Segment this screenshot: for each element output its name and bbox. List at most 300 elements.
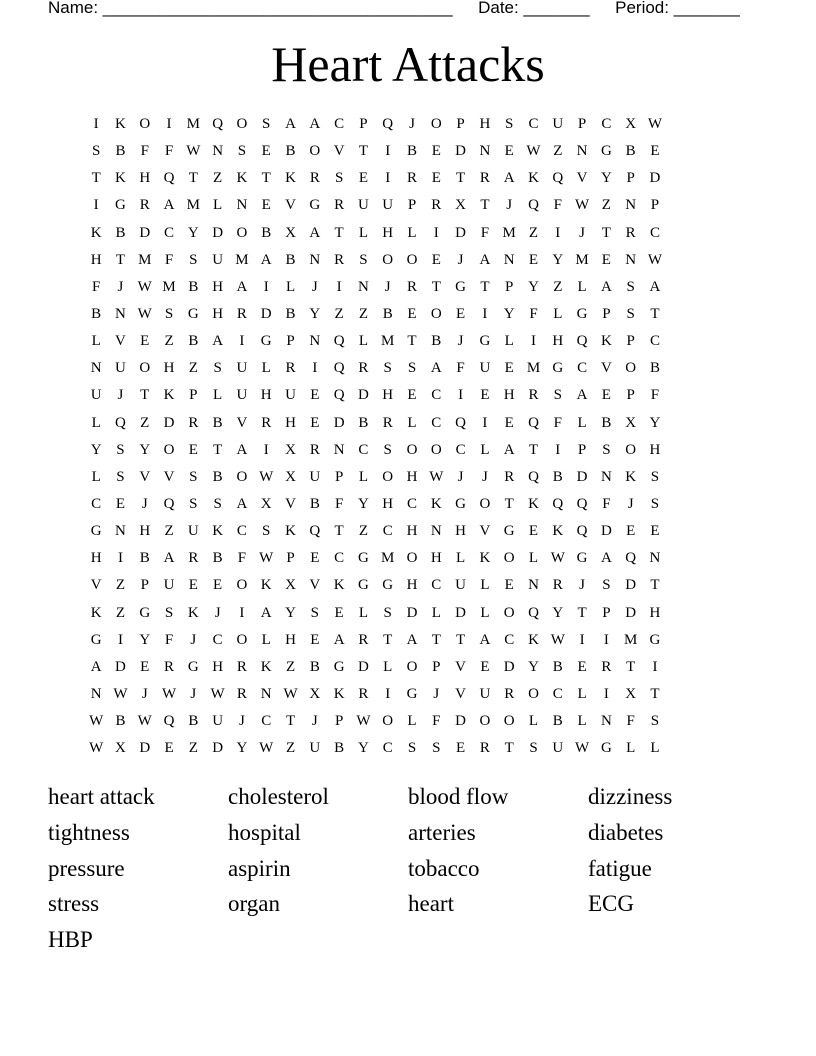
grid-letter[interactable]: Z: [140, 414, 150, 431]
grid-letter[interactable]: A: [90, 658, 102, 675]
grid-letter[interactable]: O: [236, 577, 248, 594]
grid-letter[interactable]: Y: [90, 441, 102, 458]
grid-letter[interactable]: Q: [528, 604, 539, 621]
grid-letter[interactable]: J: [311, 713, 318, 730]
grid-letter[interactable]: P: [626, 333, 635, 350]
grid-letter[interactable]: O: [406, 251, 418, 268]
grid-letter[interactable]: P: [286, 550, 295, 567]
grid-letter[interactable]: V: [479, 523, 491, 540]
grid-letter[interactable]: S: [650, 713, 660, 730]
grid-letter[interactable]: F: [456, 360, 465, 377]
grid-letter[interactable]: O: [139, 116, 151, 133]
grid-letter[interactable]: J: [190, 686, 197, 703]
grid-letter[interactable]: C: [407, 496, 418, 513]
grid-letter[interactable]: D: [625, 577, 637, 594]
grid-letter[interactable]: O: [430, 441, 442, 458]
grid-letter[interactable]: Z: [553, 143, 563, 160]
grid-letter[interactable]: F: [626, 713, 635, 730]
grid-letter[interactable]: S: [237, 143, 247, 160]
grid-letter[interactable]: W: [647, 251, 663, 268]
grid-letter[interactable]: E: [310, 631, 320, 648]
grid-letter[interactable]: O: [236, 631, 248, 648]
grid-letter[interactable]: L: [213, 197, 223, 214]
grid-letter[interactable]: D: [625, 604, 637, 621]
grid-letter[interactable]: J: [214, 604, 221, 621]
grid-letter[interactable]: T: [188, 170, 198, 187]
grid-letter[interactable]: J: [384, 278, 391, 295]
grid-letter[interactable]: T: [650, 577, 660, 594]
grid-letter[interactable]: M: [235, 251, 249, 268]
grid-letter[interactable]: D: [115, 658, 126, 675]
grid-letter[interactable]: U: [552, 740, 564, 757]
grid-letter[interactable]: S: [334, 170, 344, 187]
grid-letter[interactable]: N: [333, 441, 345, 458]
grid-letter[interactable]: W: [550, 631, 565, 648]
grid-letter[interactable]: L: [213, 387, 223, 404]
grid-letter[interactable]: R: [188, 550, 199, 567]
grid-letter[interactable]: T: [456, 631, 466, 648]
grid-letter[interactable]: D: [455, 224, 467, 241]
grid-letter[interactable]: P: [577, 116, 587, 133]
grid-letter[interactable]: E: [601, 387, 611, 404]
grid-letter[interactable]: D: [139, 224, 151, 241]
grid-letter[interactable]: E: [480, 658, 490, 675]
grid-letter[interactable]: S: [407, 740, 417, 757]
grid-letter[interactable]: F: [602, 496, 611, 513]
grid-letter[interactable]: Y: [139, 441, 151, 458]
grid-letter[interactable]: S: [213, 496, 222, 513]
grid-letter[interactable]: R: [358, 360, 369, 377]
grid-letter[interactable]: T: [358, 143, 368, 160]
grid-letter[interactable]: S: [529, 740, 538, 757]
grid-letter[interactable]: E: [528, 251, 539, 268]
grid-letter[interactable]: K: [163, 387, 175, 404]
grid-letter[interactable]: N: [260, 686, 272, 703]
grid-letter[interactable]: Y: [285, 604, 296, 621]
grid-letter[interactable]: B: [261, 224, 272, 241]
grid-letter[interactable]: M: [138, 251, 152, 268]
grid-letter[interactable]: U: [115, 360, 126, 377]
grid-letter[interactable]: E: [601, 251, 611, 268]
grid-letter[interactable]: I: [166, 116, 172, 133]
grid-letter[interactable]: K: [236, 170, 248, 187]
grid-letter[interactable]: K: [285, 523, 296, 540]
grid-letter[interactable]: G: [90, 523, 102, 540]
grid-letter[interactable]: T: [480, 278, 490, 295]
grid-letter[interactable]: L: [383, 658, 393, 675]
grid-letter[interactable]: L: [577, 278, 587, 295]
grid-letter[interactable]: B: [285, 143, 296, 160]
grid-letter[interactable]: B: [115, 713, 126, 730]
grid-letter[interactable]: N: [212, 143, 224, 160]
grid-letter[interactable]: V: [333, 143, 345, 160]
grid-letter[interactable]: Q: [382, 116, 394, 133]
grid-letter[interactable]: R: [164, 658, 175, 675]
grid-letter[interactable]: R: [358, 631, 369, 648]
grid-letter[interactable]: V: [115, 333, 126, 350]
grid-letter[interactable]: R: [334, 197, 345, 214]
grid-letter[interactable]: H: [285, 631, 296, 648]
grid-letter[interactable]: I: [482, 414, 488, 431]
date-field[interactable]: Date: _______: [478, 0, 590, 17]
grid-letter[interactable]: Q: [528, 414, 539, 431]
grid-letter[interactable]: R: [358, 686, 369, 703]
grid-letter[interactable]: R: [407, 278, 418, 295]
grid-letter[interactable]: H: [382, 387, 394, 404]
grid-letter[interactable]: V: [285, 197, 296, 214]
grid-letter[interactable]: K: [333, 577, 345, 594]
grid-letter[interactable]: L: [528, 713, 539, 730]
grid-letter[interactable]: D: [163, 414, 175, 431]
grid-letter[interactable]: D: [139, 740, 151, 757]
grid-letter[interactable]: N: [503, 251, 515, 268]
grid-letter[interactable]: R: [236, 658, 247, 675]
grid-letter[interactable]: U: [357, 197, 369, 214]
grid-letter[interactable]: C: [552, 686, 563, 703]
grid-letter[interactable]: Z: [188, 740, 198, 757]
grid-letter[interactable]: F: [480, 224, 490, 241]
grid-letter[interactable]: I: [117, 631, 123, 648]
grid-letter[interactable]: C: [431, 577, 442, 594]
grid-letter[interactable]: J: [627, 496, 634, 513]
grid-letter[interactable]: U: [163, 577, 175, 594]
grid-letter[interactable]: T: [431, 278, 441, 295]
grid-letter[interactable]: U: [552, 116, 564, 133]
grid-letter[interactable]: B: [139, 550, 150, 567]
grid-letter[interactable]: K: [260, 577, 272, 594]
grid-letter[interactable]: E: [115, 496, 126, 513]
grid-letter[interactable]: A: [649, 278, 661, 295]
grid-letter[interactable]: S: [650, 468, 660, 485]
grid-letter[interactable]: F: [334, 496, 344, 513]
grid-letter[interactable]: L: [650, 740, 660, 757]
grid-letter[interactable]: R: [236, 686, 247, 703]
grid-letter[interactable]: W: [575, 197, 590, 214]
grid-letter[interactable]: G: [309, 197, 321, 214]
grid-letter[interactable]: B: [212, 468, 223, 485]
grid-letter[interactable]: Q: [212, 116, 224, 133]
grid-letter[interactable]: S: [383, 604, 392, 621]
grid-letter[interactable]: L: [480, 604, 490, 621]
grid-letter[interactable]: B: [212, 414, 223, 431]
grid-letter[interactable]: F: [432, 713, 441, 730]
grid-letter[interactable]: N: [357, 278, 369, 295]
grid-letter[interactable]: R: [552, 577, 563, 594]
grid-letter[interactable]: Y: [357, 740, 369, 757]
grid-letter[interactable]: Z: [213, 170, 223, 187]
grid-letter[interactable]: H: [139, 170, 151, 187]
grid-letter[interactable]: Q: [552, 170, 564, 187]
grid-letter[interactable]: Y: [600, 170, 612, 187]
grid-letter[interactable]: E: [650, 143, 660, 160]
grid-letter[interactable]: S: [91, 143, 101, 160]
grid-letter[interactable]: P: [359, 116, 368, 133]
grid-letter[interactable]: E: [626, 523, 636, 540]
grid-letter[interactable]: W: [89, 713, 104, 730]
grid-letter[interactable]: I: [312, 360, 318, 377]
grid-letter[interactable]: C: [649, 224, 660, 241]
grid-letter[interactable]: L: [261, 631, 271, 648]
grid-letter[interactable]: N: [600, 468, 612, 485]
grid-letter[interactable]: G: [187, 306, 199, 323]
grid-letter[interactable]: K: [528, 170, 539, 187]
grid-letter[interactable]: P: [602, 604, 611, 621]
grid-letter[interactable]: K: [625, 468, 637, 485]
grid-letter[interactable]: J: [506, 197, 513, 214]
grid-letter[interactable]: L: [91, 468, 101, 485]
grid-letter[interactable]: C: [358, 441, 369, 458]
grid-letter[interactable]: W: [647, 116, 663, 133]
grid-letter[interactable]: Y: [309, 306, 321, 323]
grid-letter[interactable]: D: [455, 143, 467, 160]
grid-letter[interactable]: L: [358, 224, 368, 241]
grid-letter[interactable]: H: [406, 577, 418, 594]
grid-letter[interactable]: S: [602, 441, 611, 458]
grid-letter[interactable]: S: [189, 251, 198, 268]
grid-letter[interactable]: T: [383, 631, 393, 648]
grid-letter[interactable]: U: [285, 387, 296, 404]
grid-letter[interactable]: Z: [601, 197, 611, 214]
grid-letter[interactable]: S: [164, 604, 174, 621]
grid-letter[interactable]: T: [626, 658, 636, 675]
grid-letter[interactable]: K: [90, 224, 102, 241]
grid-letter[interactable]: R: [407, 170, 418, 187]
grid-letter[interactable]: P: [432, 658, 441, 675]
grid-letter[interactable]: F: [140, 143, 149, 160]
grid-letter[interactable]: B: [552, 713, 563, 730]
grid-letter[interactable]: L: [504, 333, 514, 350]
grid-letter[interactable]: I: [336, 278, 342, 295]
grid-letter[interactable]: S: [213, 360, 222, 377]
grid-letter[interactable]: D: [455, 713, 467, 730]
grid-letter[interactable]: W: [429, 468, 444, 485]
grid-letter[interactable]: O: [382, 468, 394, 485]
grid-letter[interactable]: K: [115, 116, 126, 133]
grid-letter[interactable]: G: [260, 333, 272, 350]
grid-letter[interactable]: A: [285, 116, 296, 133]
grid-letter[interactable]: D: [333, 414, 345, 431]
grid-letter[interactable]: Y: [528, 278, 539, 295]
grid-letter[interactable]: X: [309, 686, 321, 703]
grid-letter[interactable]: J: [311, 278, 318, 295]
grid-letter[interactable]: I: [117, 550, 123, 567]
grid-letter[interactable]: N: [600, 713, 612, 730]
grid-letter[interactable]: O: [309, 143, 321, 160]
grid-letter[interactable]: D: [406, 604, 418, 621]
grid-letter[interactable]: H: [212, 306, 224, 323]
grid-letter[interactable]: K: [528, 496, 539, 513]
grid-letter[interactable]: L: [626, 740, 636, 757]
grid-letter[interactable]: O: [382, 251, 394, 268]
grid-letter[interactable]: N: [576, 143, 588, 160]
grid-letter[interactable]: T: [650, 306, 660, 323]
grid-letter[interactable]: E: [334, 604, 344, 621]
grid-letter[interactable]: L: [577, 414, 587, 431]
grid-letter[interactable]: T: [261, 170, 271, 187]
grid-letter[interactable]: Q: [333, 360, 345, 377]
grid-letter[interactable]: N: [479, 143, 491, 160]
grid-letter[interactable]: W: [89, 740, 104, 757]
grid-letter[interactable]: E: [188, 577, 198, 594]
grid-letter[interactable]: Q: [528, 197, 539, 214]
grid-letter[interactable]: Z: [164, 523, 174, 540]
grid-letter[interactable]: A: [503, 170, 515, 187]
grid-letter[interactable]: O: [503, 550, 515, 567]
grid-letter[interactable]: J: [579, 577, 585, 594]
grid-letter[interactable]: M: [502, 224, 516, 241]
grid-letter[interactable]: W: [575, 740, 590, 757]
grid-letter[interactable]: Z: [358, 306, 368, 323]
grid-letter[interactable]: S: [116, 468, 125, 485]
grid-letter[interactable]: U: [236, 387, 248, 404]
grid-letter[interactable]: Z: [285, 740, 296, 757]
grid-letter[interactable]: J: [579, 224, 585, 241]
grid-letter[interactable]: D: [357, 658, 369, 675]
grid-letter[interactable]: L: [528, 550, 539, 567]
grid-letter[interactable]: N: [115, 306, 126, 323]
grid-letter[interactable]: I: [239, 333, 245, 350]
grid-letter[interactable]: B: [115, 143, 126, 160]
grid-letter[interactable]: C: [334, 550, 345, 567]
grid-letter[interactable]: O: [163, 441, 175, 458]
grid-letter[interactable]: R: [309, 441, 320, 458]
grid-letter[interactable]: E: [310, 550, 320, 567]
grid-letter[interactable]: V: [90, 577, 102, 594]
grid-letter[interactable]: J: [239, 713, 245, 730]
grid-letter[interactable]: V: [309, 577, 321, 594]
grid-letter[interactable]: H: [406, 468, 418, 485]
grid-letter[interactable]: C: [334, 116, 345, 133]
grid-letter[interactable]: O: [406, 550, 418, 567]
grid-letter[interactable]: W: [210, 686, 225, 703]
grid-letter[interactable]: C: [164, 224, 175, 241]
grid-letter[interactable]: W: [283, 686, 298, 703]
name-field[interactable]: Name: _____________________________________: [48, 0, 453, 17]
grid-letter[interactable]: L: [407, 414, 417, 431]
grid-letter[interactable]: I: [239, 604, 245, 621]
grid-letter[interactable]: W: [137, 713, 152, 730]
grid-letter[interactable]: G: [600, 143, 612, 160]
grid-letter[interactable]: O: [236, 224, 248, 241]
grid-letter[interactable]: D: [212, 740, 224, 757]
grid-letter[interactable]: S: [602, 577, 611, 594]
grid-letter[interactable]: L: [91, 333, 101, 350]
grid-letter[interactable]: X: [260, 496, 272, 513]
grid-letter[interactable]: R: [139, 197, 150, 214]
grid-letter[interactable]: Q: [552, 496, 564, 513]
grid-letter[interactable]: S: [262, 523, 271, 540]
grid-letter[interactable]: L: [431, 604, 441, 621]
grid-letter[interactable]: M: [381, 550, 395, 567]
grid-letter[interactable]: L: [480, 577, 490, 594]
grid-letter[interactable]: D: [576, 468, 588, 485]
grid-letter[interactable]: C: [382, 523, 393, 540]
grid-letter[interactable]: Y: [552, 251, 564, 268]
grid-letter[interactable]: M: [186, 116, 200, 133]
grid-letter[interactable]: I: [385, 686, 391, 703]
grid-letter[interactable]: C: [261, 713, 272, 730]
grid-letter[interactable]: O: [236, 116, 248, 133]
grid-letter[interactable]: M: [624, 631, 638, 648]
grid-letter[interactable]: W: [259, 468, 274, 485]
grid-letter[interactable]: J: [457, 468, 464, 485]
grid-letter[interactable]: X: [625, 116, 637, 133]
grid-letter[interactable]: H: [163, 360, 175, 377]
grid-letter[interactable]: G: [600, 740, 612, 757]
grid-letter[interactable]: E: [310, 414, 320, 431]
grid-letter[interactable]: K: [430, 496, 442, 513]
grid-letter[interactable]: E: [261, 143, 271, 160]
grid-letter[interactable]: X: [285, 577, 296, 594]
grid-letter[interactable]: W: [137, 306, 152, 323]
grid-letter[interactable]: C: [212, 631, 223, 648]
grid-letter[interactable]: S: [189, 496, 198, 513]
grid-letter[interactable]: U: [309, 740, 321, 757]
grid-letter[interactable]: E: [456, 306, 466, 323]
grid-letter[interactable]: E: [480, 387, 490, 404]
grid-letter[interactable]: G: [406, 686, 418, 703]
grid-letter[interactable]: E: [504, 577, 514, 594]
grid-letter[interactable]: O: [625, 360, 637, 377]
grid-letter[interactable]: L: [407, 224, 417, 241]
grid-letter[interactable]: Z: [285, 658, 296, 675]
grid-letter[interactable]: U: [479, 686, 491, 703]
grid-letter[interactable]: B: [188, 713, 199, 730]
grid-letter[interactable]: E: [140, 333, 150, 350]
grid-letter[interactable]: S: [626, 278, 635, 295]
grid-letter[interactable]: Q: [163, 170, 175, 187]
grid-letter[interactable]: B: [601, 414, 612, 431]
grid-letter[interactable]: N: [649, 550, 661, 567]
grid-letter[interactable]: Y: [649, 414, 661, 431]
grid-letter[interactable]: U: [212, 713, 224, 730]
grid-letter[interactable]: C: [649, 333, 660, 350]
grid-letter[interactable]: T: [431, 631, 441, 648]
grid-letter[interactable]: K: [260, 658, 272, 675]
grid-letter[interactable]: X: [285, 224, 296, 241]
grid-letter[interactable]: W: [113, 686, 128, 703]
grid-letter[interactable]: V: [139, 468, 151, 485]
grid-letter[interactable]: B: [625, 143, 636, 160]
grid-letter[interactable]: A: [309, 116, 321, 133]
grid-letter[interactable]: W: [550, 550, 565, 567]
grid-letter[interactable]: X: [115, 740, 126, 757]
grid-letter[interactable]: E: [528, 523, 539, 540]
grid-letter[interactable]: L: [577, 686, 587, 703]
grid-letter[interactable]: V: [455, 658, 467, 675]
grid-letter[interactable]: E: [358, 170, 368, 187]
grid-letter[interactable]: B: [188, 278, 199, 295]
grid-letter[interactable]: J: [481, 468, 488, 485]
grid-letter[interactable]: E: [577, 658, 587, 675]
grid-letter[interactable]: Q: [576, 333, 588, 350]
grid-letter[interactable]: J: [190, 631, 197, 648]
grid-letter[interactable]: K: [212, 523, 224, 540]
grid-letter[interactable]: N: [430, 523, 442, 540]
grid-letter[interactable]: Q: [163, 496, 175, 513]
grid-letter[interactable]: G: [333, 658, 345, 675]
grid-letter[interactable]: O: [503, 604, 515, 621]
grid-letter[interactable]: K: [600, 333, 612, 350]
grid-letter[interactable]: G: [187, 658, 199, 675]
grid-letter[interactable]: L: [407, 713, 417, 730]
grid-letter[interactable]: Q: [115, 414, 126, 431]
grid-letter[interactable]: G: [455, 278, 467, 295]
grid-letter[interactable]: G: [479, 333, 491, 350]
grid-letter[interactable]: I: [458, 387, 464, 404]
grid-letter[interactable]: A: [236, 441, 248, 458]
grid-letter[interactable]: W: [161, 686, 177, 703]
